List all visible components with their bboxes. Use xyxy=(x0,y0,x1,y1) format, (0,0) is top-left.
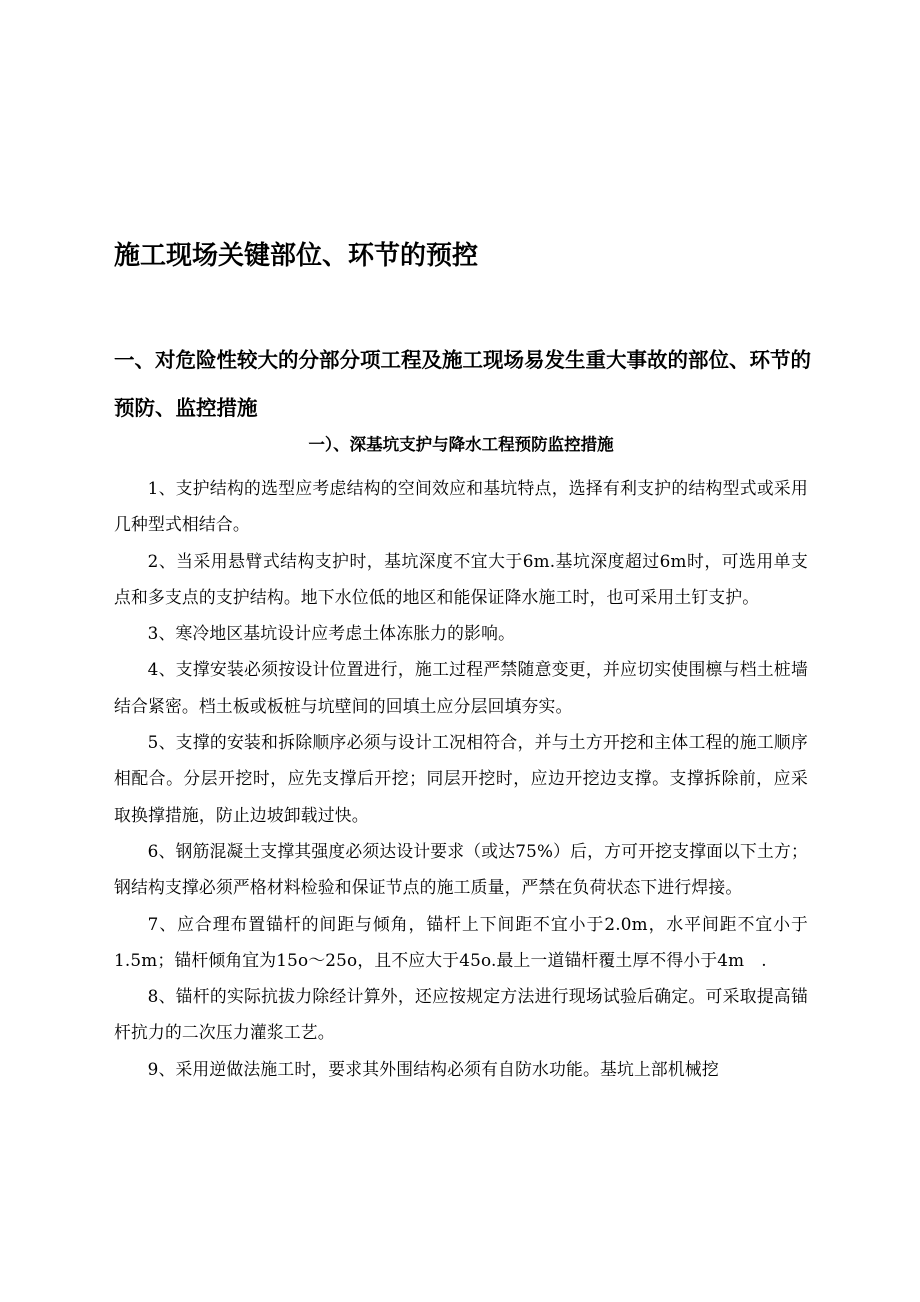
paragraph-5: 5、支撑的安装和拆除顺序必须与设计工况相符合，并与土方开挖和主体工程的施工顺序相配合。分层开挖时，应先支撑后开挖；同层开挖时，应边开挖边支撑。支撑拆除前，应采取换撑措施，防止边坡卸载过快。 xyxy=(114,732,808,825)
paragraph-4: 4、支撑安装必须按设计位置进行，施工过程严禁随意变更，并应切实使围檩与档土桩墙结合紧密。档土板或板桩与坑壁间的回填土应分层回填夯实。 xyxy=(114,659,808,716)
paragraph-8: 8、锚杆的实际抗拔力除经计算外，还应按规定方法进行现场试验后确定。可采取提高锚杆抗力的二次压力灌浆工艺。 xyxy=(114,986,808,1043)
paragraph-3: 3、寒冷地区基坑设计应考虑土体冻胀力的影响。 xyxy=(147,623,516,644)
document-body xyxy=(114,470,808,1087)
paragraph-7: 7、应合理布置锚杆的间距与倾角，锚杆上下间距不宜小于2.0m，水平间距不宜小于1.5m；锚杆倾角宜为15o～25o，且不应大于45o.最上一道锚杆覆土厚不得小于4m . xyxy=(114,913,808,970)
paragraph-1: 1、支护结构的选型应考虑结构的空间效应和基坑特点，选择有利支护的结构型式或采用几种型式相结合。 xyxy=(114,478,808,535)
section-heading: 一、对危险性较大的分部分项工程及施工现场易发生重大事故的部位、环节的预防、监控措施 xyxy=(114,348,811,420)
sub-heading: 一）、深基坑支护与降水工程预防监控措施 xyxy=(308,435,614,454)
paragraph-2: 2、当采用悬臂式结构支护时，基坑深度不宜大于6m.基坑深度超过6m时，可选用单支点和多支点的支护结构。地下水位低的地区和能保证降水施工时，也可采用土钉支护。 xyxy=(114,550,808,607)
document-title: 施工现场关键部位、环节的预控 xyxy=(114,241,479,271)
paragraph-9: 9、采用逆做法施工时，要求其外围结构必须有自防水功能。基坑上部机械挖 xyxy=(147,1058,719,1079)
paragraph-6: 6、钢筋混凝土支撑其强度必须达设计要求（或达75%）后，方可开挖支撑面以下土方；钢结构支撑必须严格材料检验和保证节点的施工质量，严禁在负荷状态下进行焊接。 xyxy=(114,840,808,898)
